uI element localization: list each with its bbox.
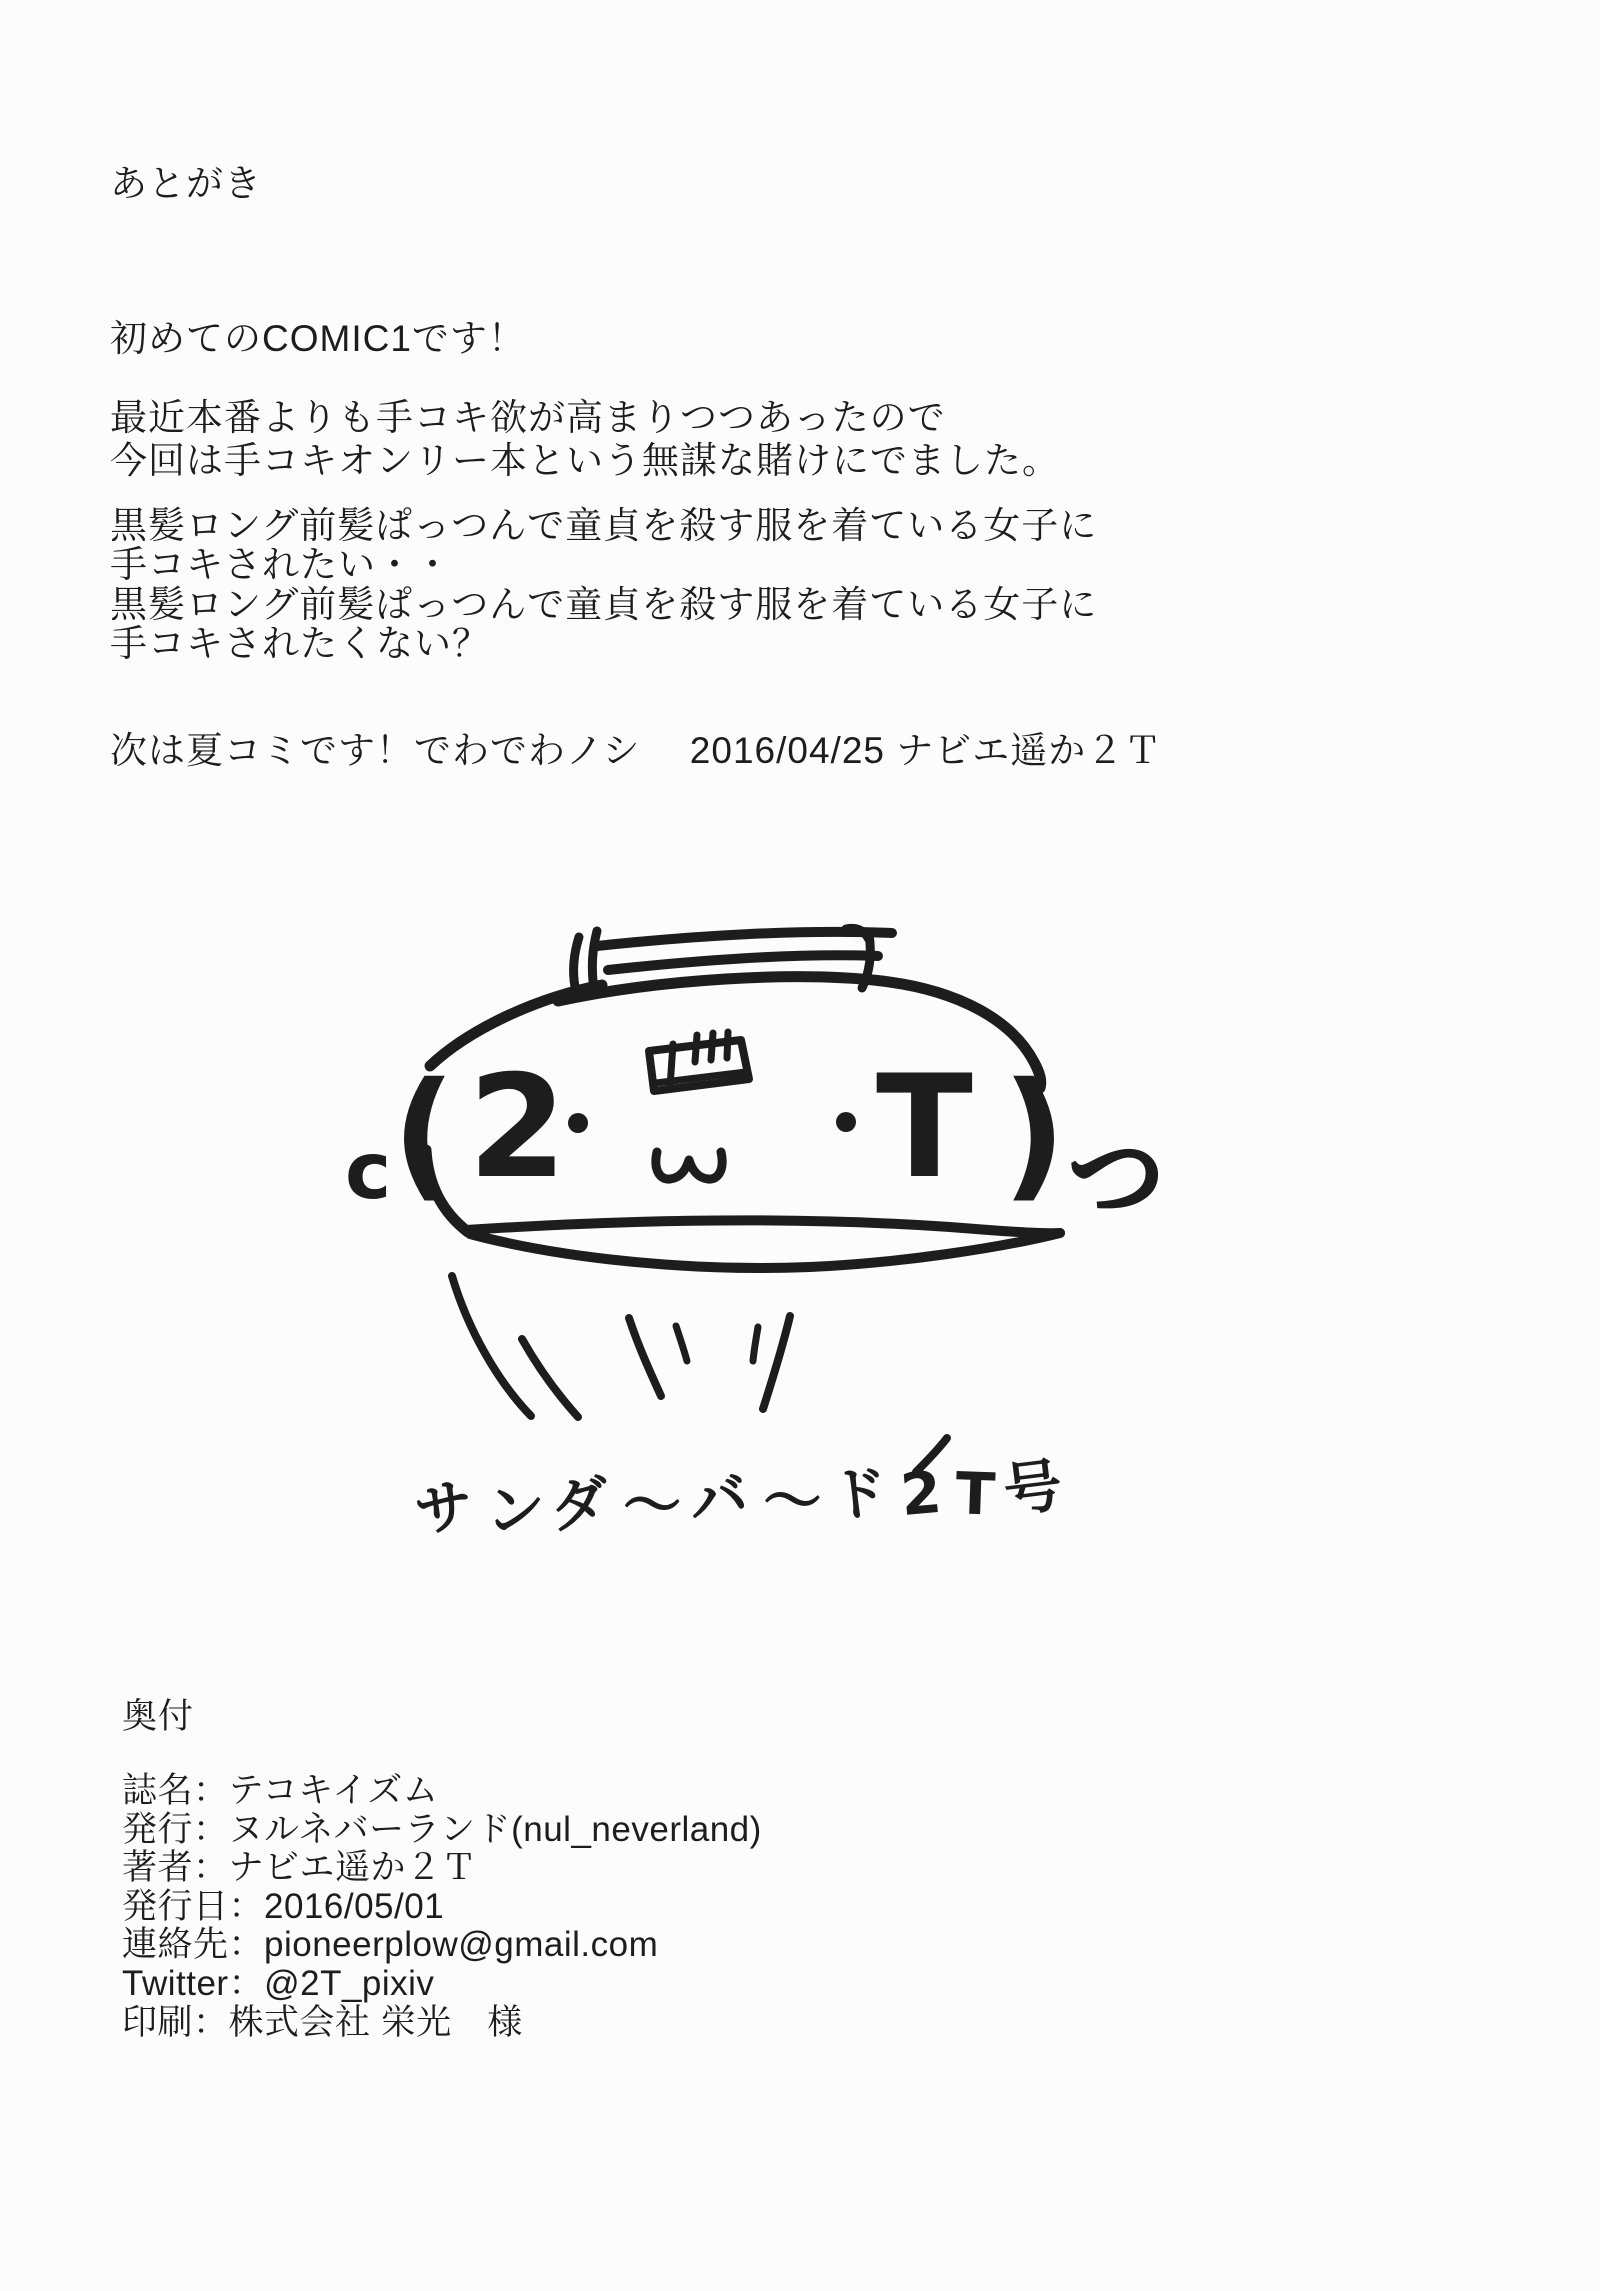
colophon-heading: 奥付	[122, 1697, 195, 1736]
hatch-badge-icon	[649, 1032, 749, 1091]
colophon-line-printer: 印刷：株式会社 栄光 様	[122, 2002, 523, 2042]
colophon-line-circle: 発行：ヌルネバーランド(nul_neverland)	[122, 1809, 762, 1849]
colophon-line-date: 発行日：2016/05/01	[122, 1886, 445, 1926]
kaomoji-paren-left: (	[392, 1053, 456, 1216]
motion-lines	[452, 1276, 947, 1472]
afterword-para3-line2: 手コキされたい・・	[110, 544, 452, 585]
eye-dot-right	[836, 1112, 856, 1132]
kaomoji-eye-left: 2	[468, 1045, 567, 1210]
doodle-caption: サンダ〜バ〜ド2T号	[410, 1449, 1078, 1548]
colophon-line-author: 著者：ナビエ遥か２Ｔ	[122, 1848, 478, 1888]
kaomoji-hand-right: っ	[1052, 1090, 1181, 1239]
colophon-line-twitter: Twitter：@2T_pixiv	[122, 1963, 435, 2003]
afterword-para3-line4: 手コキされたくない？	[110, 623, 490, 664]
afterword-para2-line2: 今回は手コキオンリー本という無謀な賭けにでました。	[110, 440, 1060, 481]
mouth-squiggle	[656, 1152, 722, 1179]
afterword-para3-line3: 黒髪ロング前髪ぱっつんで童貞を殺す服を着ている女子に	[110, 584, 1098, 625]
bottom-seam	[466, 1220, 1060, 1268]
kaomoji-paren-right: )	[1002, 1053, 1066, 1216]
kaomoji-eye-right: T	[876, 1045, 973, 1210]
colophon-line-contact: 連絡先：pioneerplow@gmail.com	[122, 1925, 659, 1965]
afterword-para3-line1: 黒髪ロング前髪ぱっつんで童貞を殺す服を着ている女子に	[110, 505, 1098, 546]
afterword-heading: あとがき	[110, 163, 262, 204]
afterword-closing-line: 次は夏コミです！でわでわノシ 2016/04/25 ナビエ遥か２Ｔ	[110, 730, 1163, 771]
eye-dot-left	[568, 1113, 588, 1133]
afterword-para1: 初めてのCOMIC1です！	[110, 318, 526, 359]
colophon-line-title: 誌名：テコキイズム	[122, 1771, 439, 1810]
afterword-para2-line1: 最近本番よりも手コキ欲が高まりつつあったので	[110, 397, 946, 438]
kaomoji-hand-left: c	[345, 1127, 392, 1217]
colophon-block	[122, 1772, 762, 2042]
